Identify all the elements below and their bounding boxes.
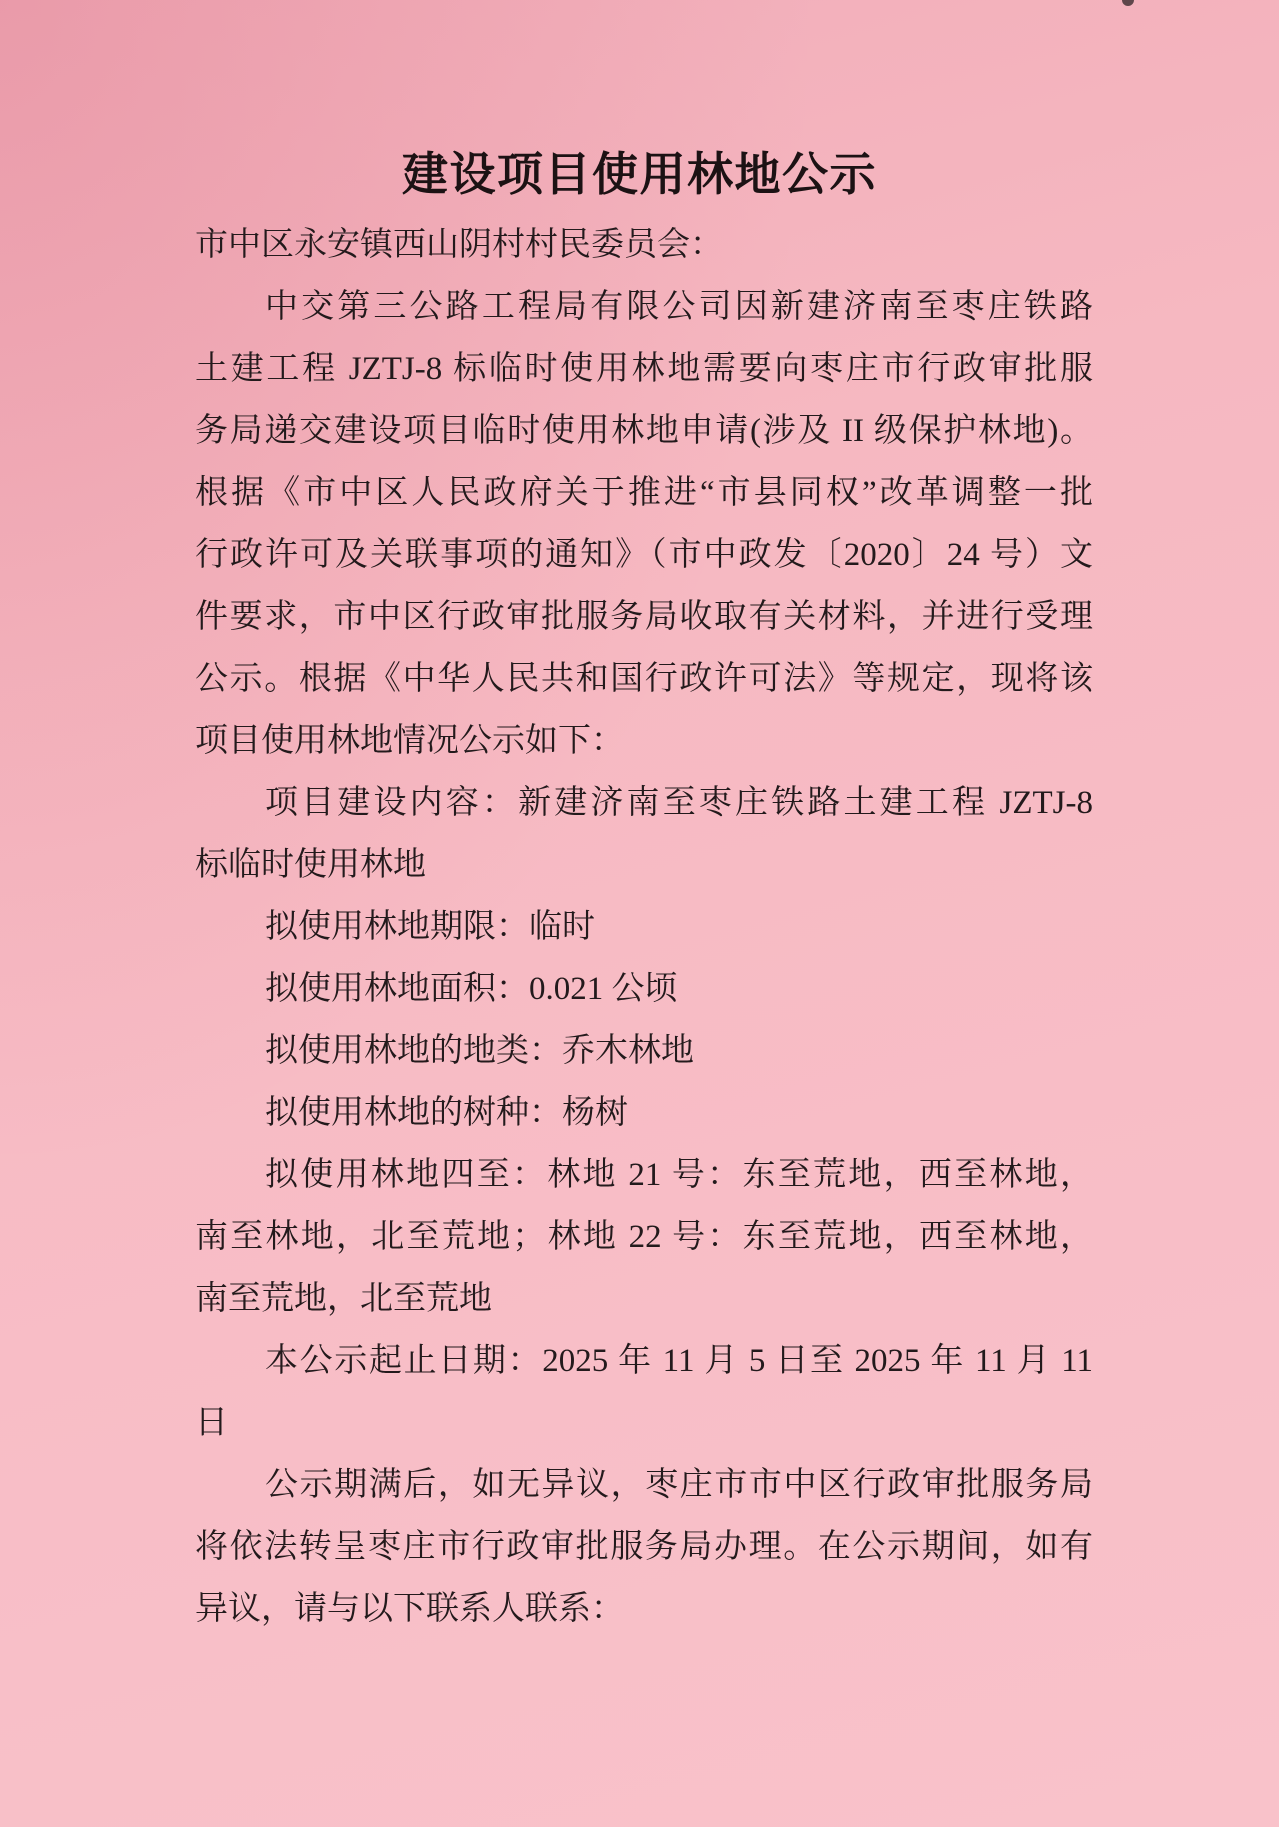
tree-species-line: 拟使用林地的树种：杨树: [265, 1095, 628, 1131]
project-content-line: 标临时使用林地: [195, 847, 426, 883]
paragraph-1-line: 件要求，市中区行政审批服务局收取有关材料，并进行受理: [195, 599, 1093, 635]
boundaries-line: 拟使用林地四至：林地 21 号：东至荒地，西至林地，: [265, 1157, 1093, 1193]
notice-period-line: 日: [195, 1405, 228, 1441]
paragraph-1-line: 土建工程 JZTJ-8 标临时使用林地需要向枣庄市行政审批服: [195, 351, 1093, 387]
notice-period-line: 本公示起止日期：2025 年 11 月 5 日至 2025 年 11 月 11: [265, 1343, 1093, 1379]
paragraph-1-line: 务局递交建设项目临时使用林地申请(涉及 II 级保护林地)。: [195, 413, 1093, 449]
paragraph-1-line: 根据《市中区人民政府关于推进“市县同权”改革调整一批: [195, 475, 1093, 511]
closing-paragraph-line: 公示期满后，如无异议，枣庄市市中区行政审批服务局: [265, 1467, 1093, 1503]
boundaries-line: 南至林地，北至荒地；林地 22 号：东至荒地，西至林地，: [195, 1219, 1093, 1255]
paragraph-1-line: 公示。根据《中华人民共和国行政许可法》等规定，现将该: [195, 661, 1093, 697]
use-period-line: 拟使用林地期限：临时: [265, 909, 595, 945]
paper-corner-mark: [1122, 0, 1134, 6]
paragraph-1-line: 中交第三公路工程局有限公司因新建济南至枣庄铁路: [265, 289, 1093, 325]
notice-title: 建设项目使用林地公示: [402, 149, 877, 200]
paragraph-1-line: 项目使用林地情况公示如下：: [195, 723, 624, 759]
notice-body: [195, 214, 1093, 1640]
boundaries-line: 南至荒地，北至荒地: [195, 1281, 492, 1317]
addressee-line: 市中区永安镇西山阴村村民委员会：: [195, 227, 723, 263]
land-type-line: 拟使用林地的地类：乔木林地: [265, 1033, 694, 1069]
use-area-line: 拟使用林地面积：0.021 公顷: [265, 971, 678, 1007]
paragraph-1-line: 行政许可及关联事项的通知》（市中政发〔2020〕24 号）文: [195, 537, 1093, 573]
closing-paragraph-line: 异议，请与以下联系人联系：: [195, 1591, 624, 1627]
closing-paragraph-line: 将依法转呈枣庄市行政审批服务局办理。在公示期间，如有: [195, 1529, 1093, 1565]
project-content-line: 项目建设内容：新建济南至枣庄铁路土建工程 JZTJ-8: [265, 785, 1093, 821]
